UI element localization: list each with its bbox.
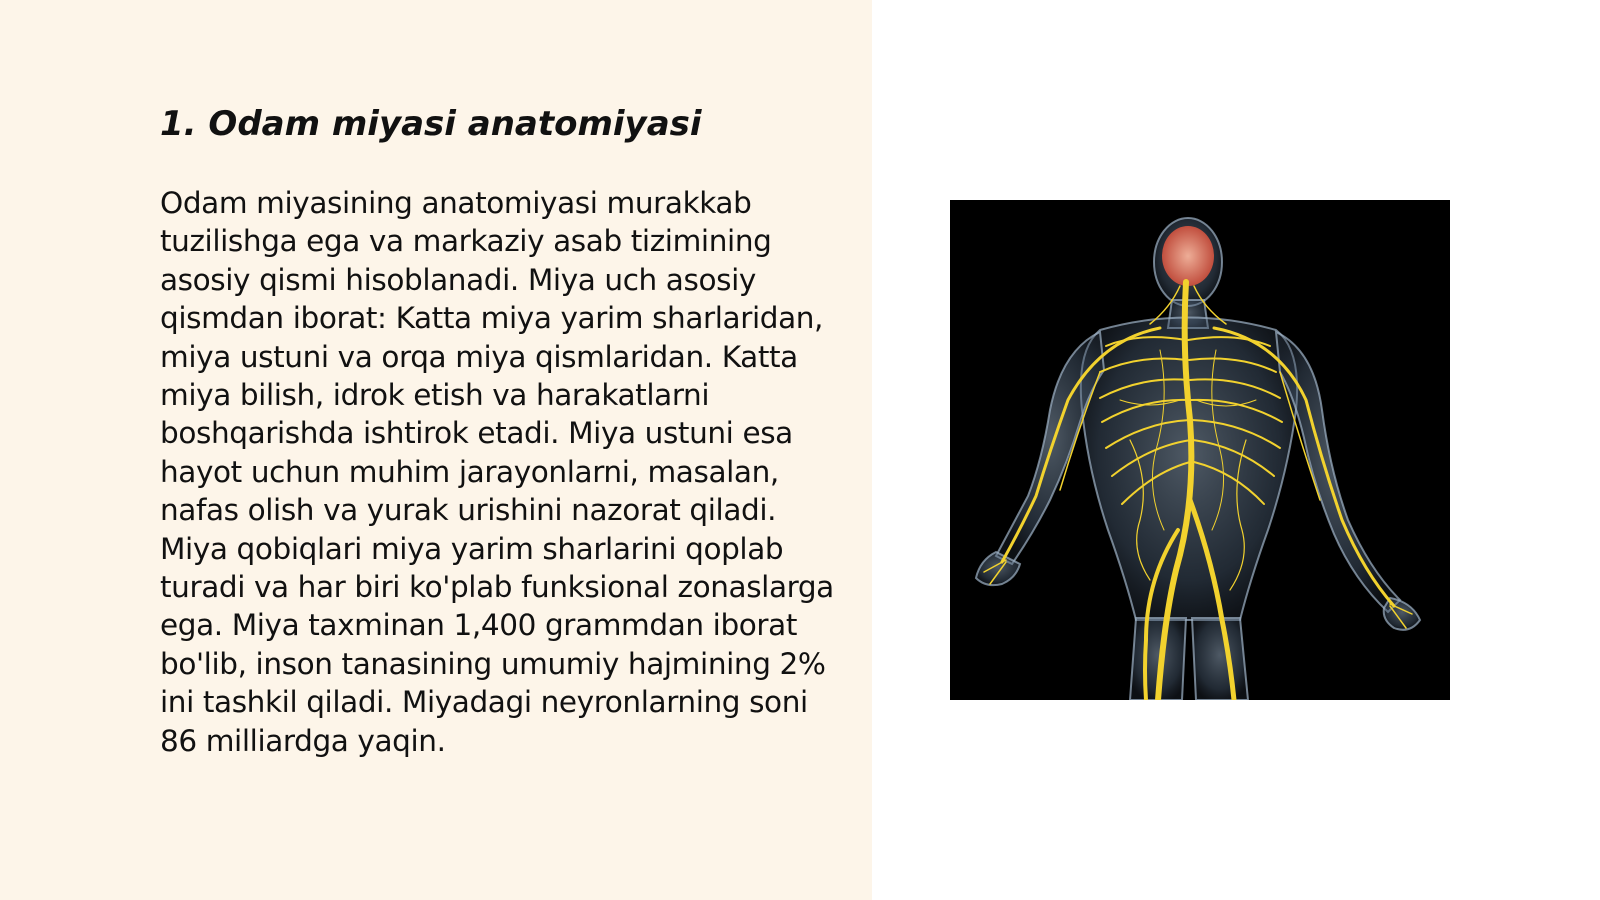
slide-title: 1. Odam miyasi anatomiyasi — [160, 104, 702, 144]
slide-body-text: Odam miyasining anatomiyasi murakkab tuzilishga ega va markaziy asab tizimining asosiy qismi hisoblanadi. Miya uch asosiy qismdan iborat: Katta miya yarim sharlaridan, miya ustuni va orqa miya qismlaridan. Katta miya bilish, idrok etish va harakatlarni boshqarishda ishtirok etadi. Miya ustuni esa hayot uchun muhim jarayonlarni, masalan, nafas olish va yurak urishini nazorat qiladi. Miya qobiqlari miya yarim sharlarini qoplab turadi va har biri ko'plab funksional zonaslarga ega. Miya taxminan 1,400 grammdan iborat bo'lib, inson tanasining umumiy hajmining 2% ini tashkil qiladi. Miyadagi neyronlarning soni 86 milliardga yaqin. — [160, 186, 834, 758]
brain-shape — [1162, 226, 1214, 286]
nervous-system-image — [950, 200, 1450, 700]
nervous-system-illustration — [950, 200, 1450, 700]
